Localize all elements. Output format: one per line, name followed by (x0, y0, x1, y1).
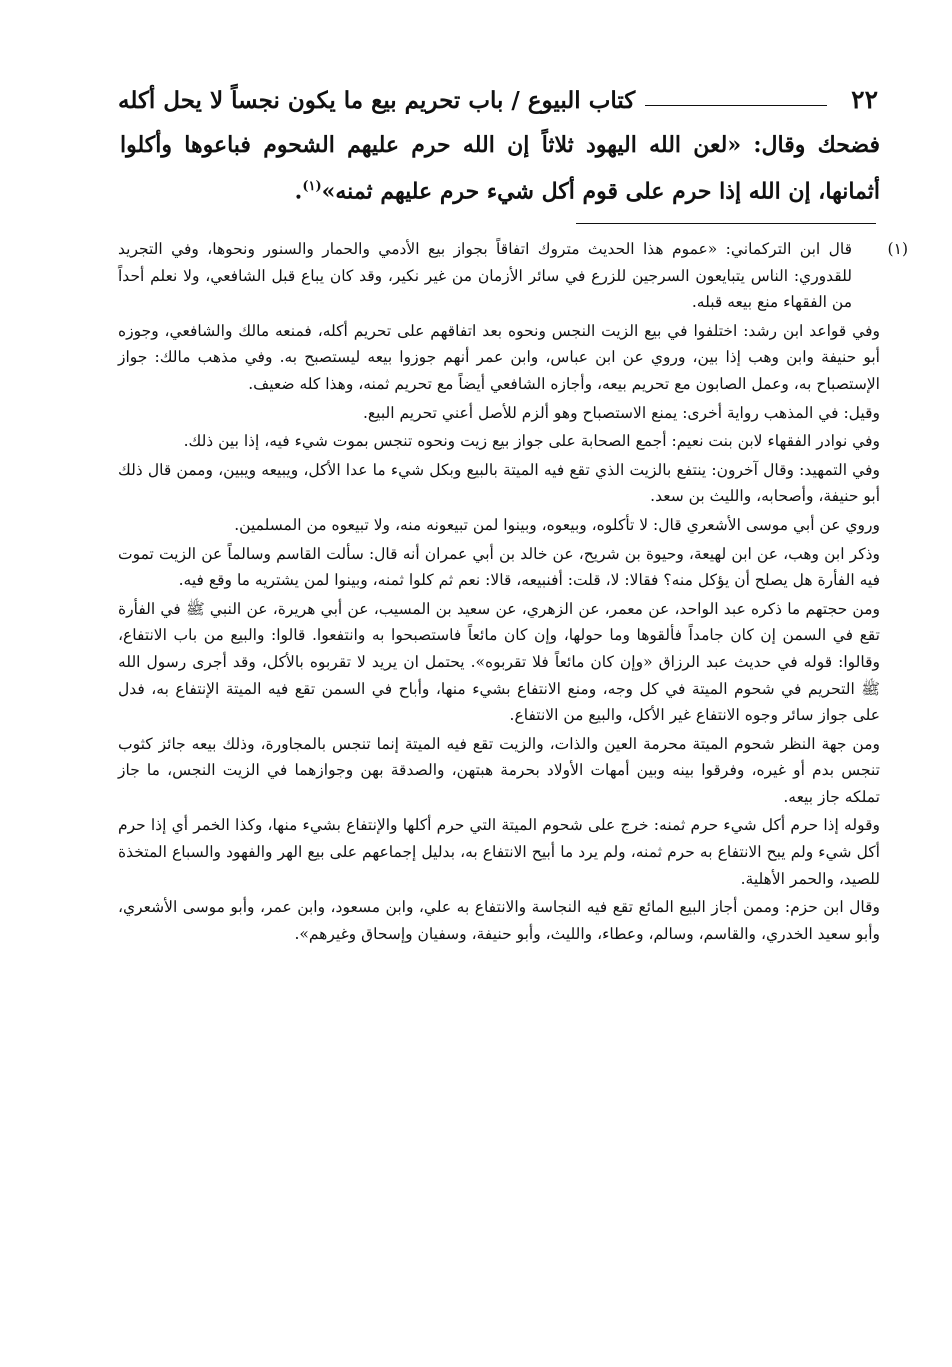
page-number: ٢٢ (851, 85, 878, 114)
footnote-paragraph: وذكر ابن وهب، عن ابن لهيعة، وحيوة بن شريح، عن خالد بن أبي عمران أنه قال: سألت القاسم وسالماً عن الزيت تموت فيه الفأرة هل يصلح أن يؤكل منه؟ فقالا: لا، قلت: أفنبيعه، قالا: نعم ثم كلوا ثمنه، وبينوا لمن يشتريه ما وقع فيه. (118, 544, 880, 590)
footnote-paragraph: وفي التمهيد: وقال آخرون: ينتفع بالزيت الذي تقع فيه الميتة بالبيع وبكل شيء ما عدا الأكل، ويبيعه ويبين، وممن قال ذلك أبو حنيفة، وأصحابه، والليث بن سعد. (118, 460, 880, 506)
main-text (120, 124, 880, 212)
footnote-paragraph: ومن جهة النظر شحوم الميتة محرمة العين والذات، والزيت تقع فيه الميتة إنما تنجس بالمجاورة، وذلك بيعه جائز كثوب تنجس بدم أو غيره، وفرقوا بينه وبين أمهات الأولاد بحرمة هبتهن، والصدقة بهن وجوازهما في الزيت النجس، ما جاز تملكه جاز بيعه. (118, 734, 880, 806)
footnote-reference: (١) (302, 179, 322, 194)
footnote-paragraph: وقال ابن حزم: وممن أجاز البيع المائع تقع فيه النجاسة والانتفاع به علي، وابن مسعود، وابن عمر، وأبو موسى الأشعري، وأبو سعيد الخدري، والقاسم، وسالم، وعطاء، والليث، وأبو حنيفة، وسفيان وإسحاق وغيرهم». (118, 898, 880, 943)
footnote-marker: (١) (887, 240, 908, 258)
main-text-body: فضحك وقال: «لعن الله اليهود ثلاثاً إن الله حرم عليهم الشحوم فباعوها وأكلوا أثمانها، إن الله إذا حرم على قوم أكل شيء حرم عليهم ثمنه» (120, 132, 880, 205)
footnote-paragraph: وفي نوادر الفقهاء لابن بنت نعيم: أجمع الصحابة على جواز بيع زيت ونحوه تنجس بموت شيء فيه، إذا بين ذلك. (183, 432, 880, 451)
footnote-paragraph: وقيل: في المذهب رواية أخرى: يمنع الاستصباح وهو ألزم للأصل أعني تحريم البيع. (363, 403, 880, 422)
header-rule (645, 105, 827, 106)
footnote-paragraph: وفي قواعد ابن رشد: اختلفوا في بيع الزيت النجس ونحوه بعد اتفاقهم على تحريم أكله، فمنعه مالك والشافعي، وجوزه أبو حنيفة وابن وهب إذا بين، وروي عن ابن عباس، وابن عمر أنهم جوزوا بيعه ليستصبح به. وفي مذهب مالك: جواز الإستصباح به، وعمل الصابون مع تحريم بيعه، وأجازه الشافعي أيضاً مع تحريم ثمنه، وهذا كله ضعيف. (118, 321, 880, 393)
footnote-paragraph (118, 236, 908, 316)
footnote-paragraph: وقوله إذا حرم أكل شيء حرم ثمنه: خرج على شحوم الميتة التي حرم أكلها والإنتفاع بشيء منها، وكذا الخمر أي إذا حرم أكل شيء ولم يبح الانتفاع به حرم ثمنه، ولم يرد ما أبيح الانتفاع به، بدليل إجماعهم على بيع الهر والفهود والسباع المتخذة للصيد، والحمر الأهلية. (118, 816, 880, 888)
footnote-separator (576, 223, 876, 224)
page-header (118, 74, 878, 114)
footnote-paragraph: ومن حجتهم ما ذكره عبد الواحد، عن معمر، عن الزهري، عن سعيد بن المسيب، عن أبي هريرة، عن النبي ﷺ في الفأرة تقع في السمن إن كان جامداً فألقوها وما حولها، وإن كان مائعاً فاستصبحوا به وانتفعوا. قالوا: والبيع من باب الانتفاع، وقالوا: قوله في حديث عبد الرزاق «وإن كان مائعاً فلا تقربوه». يحتمل ان يريد لا تقربوه بالأكل، وقد أجرى رسول الله ﷺ التحريم في شحوم الميتة في كل وجه، ومنع الانتفاع بشيء منها، وأباح في السمن تقع فيه الميتة الإنتفاع به، فدل على جواز سائر وجوه الانتفاع غير الأكل، والبيع من الانتفاع. (118, 599, 880, 725)
main-text-end: . (294, 178, 303, 205)
footnote-paragraph: وروي عن أبي موسى الأشعري قال: لا تأكلوه، وبيعوه، وبينوا لمن تبيعونه منه، ولا تبيعوه من المسلمين. (234, 515, 880, 534)
footnotes (118, 236, 908, 949)
running-title: كتاب البيوع / باب تحريم بيع ما يكون نجساً لا يحل أكله (118, 87, 636, 114)
footnote-text: قال ابن التركماني: «عموم هذا الحديث متروك اتفاقاً بجواز بيع الأدمي والحمار والسنور ونحوها، وفي التجريد للقدوري: الناس يتبايعون السرجين للزرع في سائر الأزمان من غير نكير، وقد كان يباع قبل الشافعي، ولا نعلم أحداً من الفقهاء منع بيعه قبله. (118, 240, 852, 312)
